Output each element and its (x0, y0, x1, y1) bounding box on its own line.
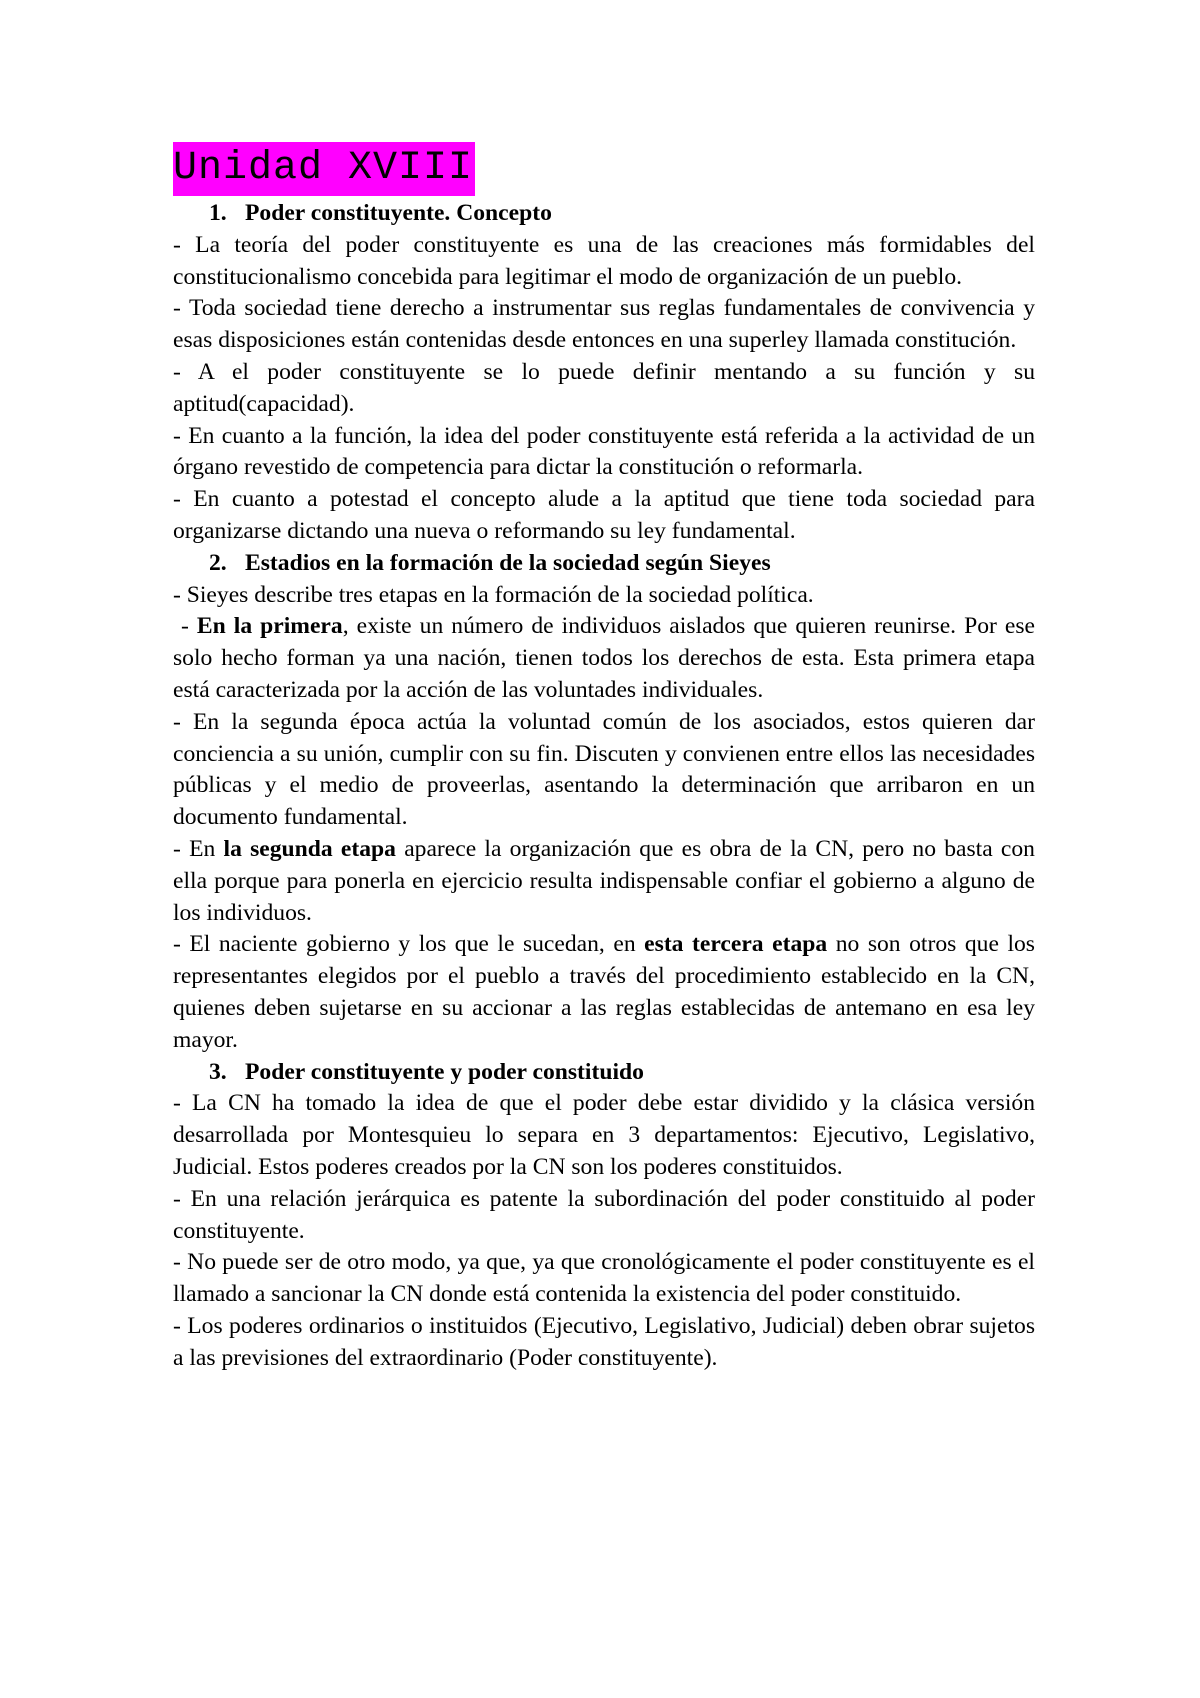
paragraph-emphasis: esta tercera etapa (644, 931, 828, 958)
paragraph: - En la segunda época actúa la voluntad común de los asociados, estos quieren dar conciencia a su unión, cumplir con su fin. Discuten y convienen entre ellos las necesidades públicas y el medio de proveerlas, asentando la determinación que arribaron en un documento fundamental. (173, 708, 1035, 831)
section-title-2: Estadios en la formación de la sociedad según Sieyes (245, 549, 771, 576)
paragraph (173, 611, 1035, 706)
section-heading-2 (173, 548, 1035, 580)
paragraph-text: - En (173, 835, 224, 862)
title-wrap (173, 142, 1035, 198)
paragraph: - En cuanto a la función, la idea del poder constituyente está referida a la actividad de un órgano revestido de competencia para dictar la constitución o reformarla. (173, 422, 1035, 481)
section-title-1: Poder constituyente. Concepto (245, 200, 552, 226)
paragraph: - Los poderes ordinarios o instituidos (Ejecutivo, Legislativo, Judicial) deben obrar sujetos a las previsiones del extraordinario (Poder constituyente). (173, 1312, 1035, 1371)
paragraph: - No puede ser de otro modo, ya que, ya que cronológicamente el poder constituyente es el llamado a sancionar la CN donde está contenida la existencia del poder constituido. (173, 1249, 1035, 1308)
paragraph: - En cuanto a potestad el concepto alude a la aptitud que tiene toda sociedad para organizarse dictando una nueva o reformando su ley fundamental. (173, 486, 1035, 544)
section-number-2: 2. (209, 549, 227, 576)
document-title: Unidad XVIII (173, 142, 475, 196)
paragraph-emphasis: la segunda etapa (223, 835, 396, 862)
paragraph: - Sieyes describe tres etapas en la formación de la sociedad política. (173, 581, 814, 608)
paragraph: - La CN ha tomado la idea de que el poder debe estar dividido y la clásica versión desarrollada por Montesquieu lo separa en 3 departamentos: Ejecutivo, Legislativo, Judicial. Estos poderes creados por la CN son los poderes constituidos. (173, 1090, 1035, 1180)
paragraph: - A el poder constituyente se lo puede definir mentando a su función y su aptitud(capacidad). (173, 358, 1035, 417)
paragraph (173, 834, 1035, 929)
paragraph-emphasis: En la primera (196, 613, 343, 640)
document-body (173, 142, 1035, 1374)
section-number-3: 3. (209, 1058, 227, 1085)
paragraph: - La teoría del poder constituyente es una de las creaciones más formidables del constitucionalismo concebida para legitimar el modo de organización de un pueblo. (173, 231, 1035, 290)
paragraph-text: no son otros que los representantes elegidos por el pueblo a través del procedimiento establecido en la CN, quienes deben sujetarse en su accionar a las reglas establecidas de antemano en esa ley mayor. (173, 931, 1035, 1053)
paragraph-text: aparece la organización que es obra de la CN, pero no basta con ella porque para ponerla en ejercicio resulta indispensable confiar el gobierno a alguno de los individuos. (173, 835, 1035, 926)
section-title-3: Poder constituyente y poder constituido (245, 1058, 644, 1085)
paragraph: - Toda sociedad tiene derecho a instrumentar sus reglas fundamentales de convivencia y esas disposiciones están contenidas desde entonces en una superley llamada constitución. (173, 295, 1035, 354)
paragraph-text: , existe un número de individuos aislados que quieren reunirse. Por ese solo hecho forman ya una nación, tienen todos los derechos de esta. Esta primera etapa está caracterizada por la acción de las voluntades individuales. (173, 613, 1035, 703)
section-heading-1 (173, 198, 1035, 230)
paragraph-text: - El naciente gobierno y los que le sucedan, en (173, 931, 645, 958)
paragraph (173, 929, 1035, 1056)
section-heading-3 (173, 1057, 1035, 1089)
paragraph-text: - (173, 613, 197, 640)
section-number-1: 1. (209, 200, 227, 226)
paragraph: - En una relación jerárquica es patente la subordinación del poder constituido al poder constituyente. (173, 1185, 1035, 1244)
